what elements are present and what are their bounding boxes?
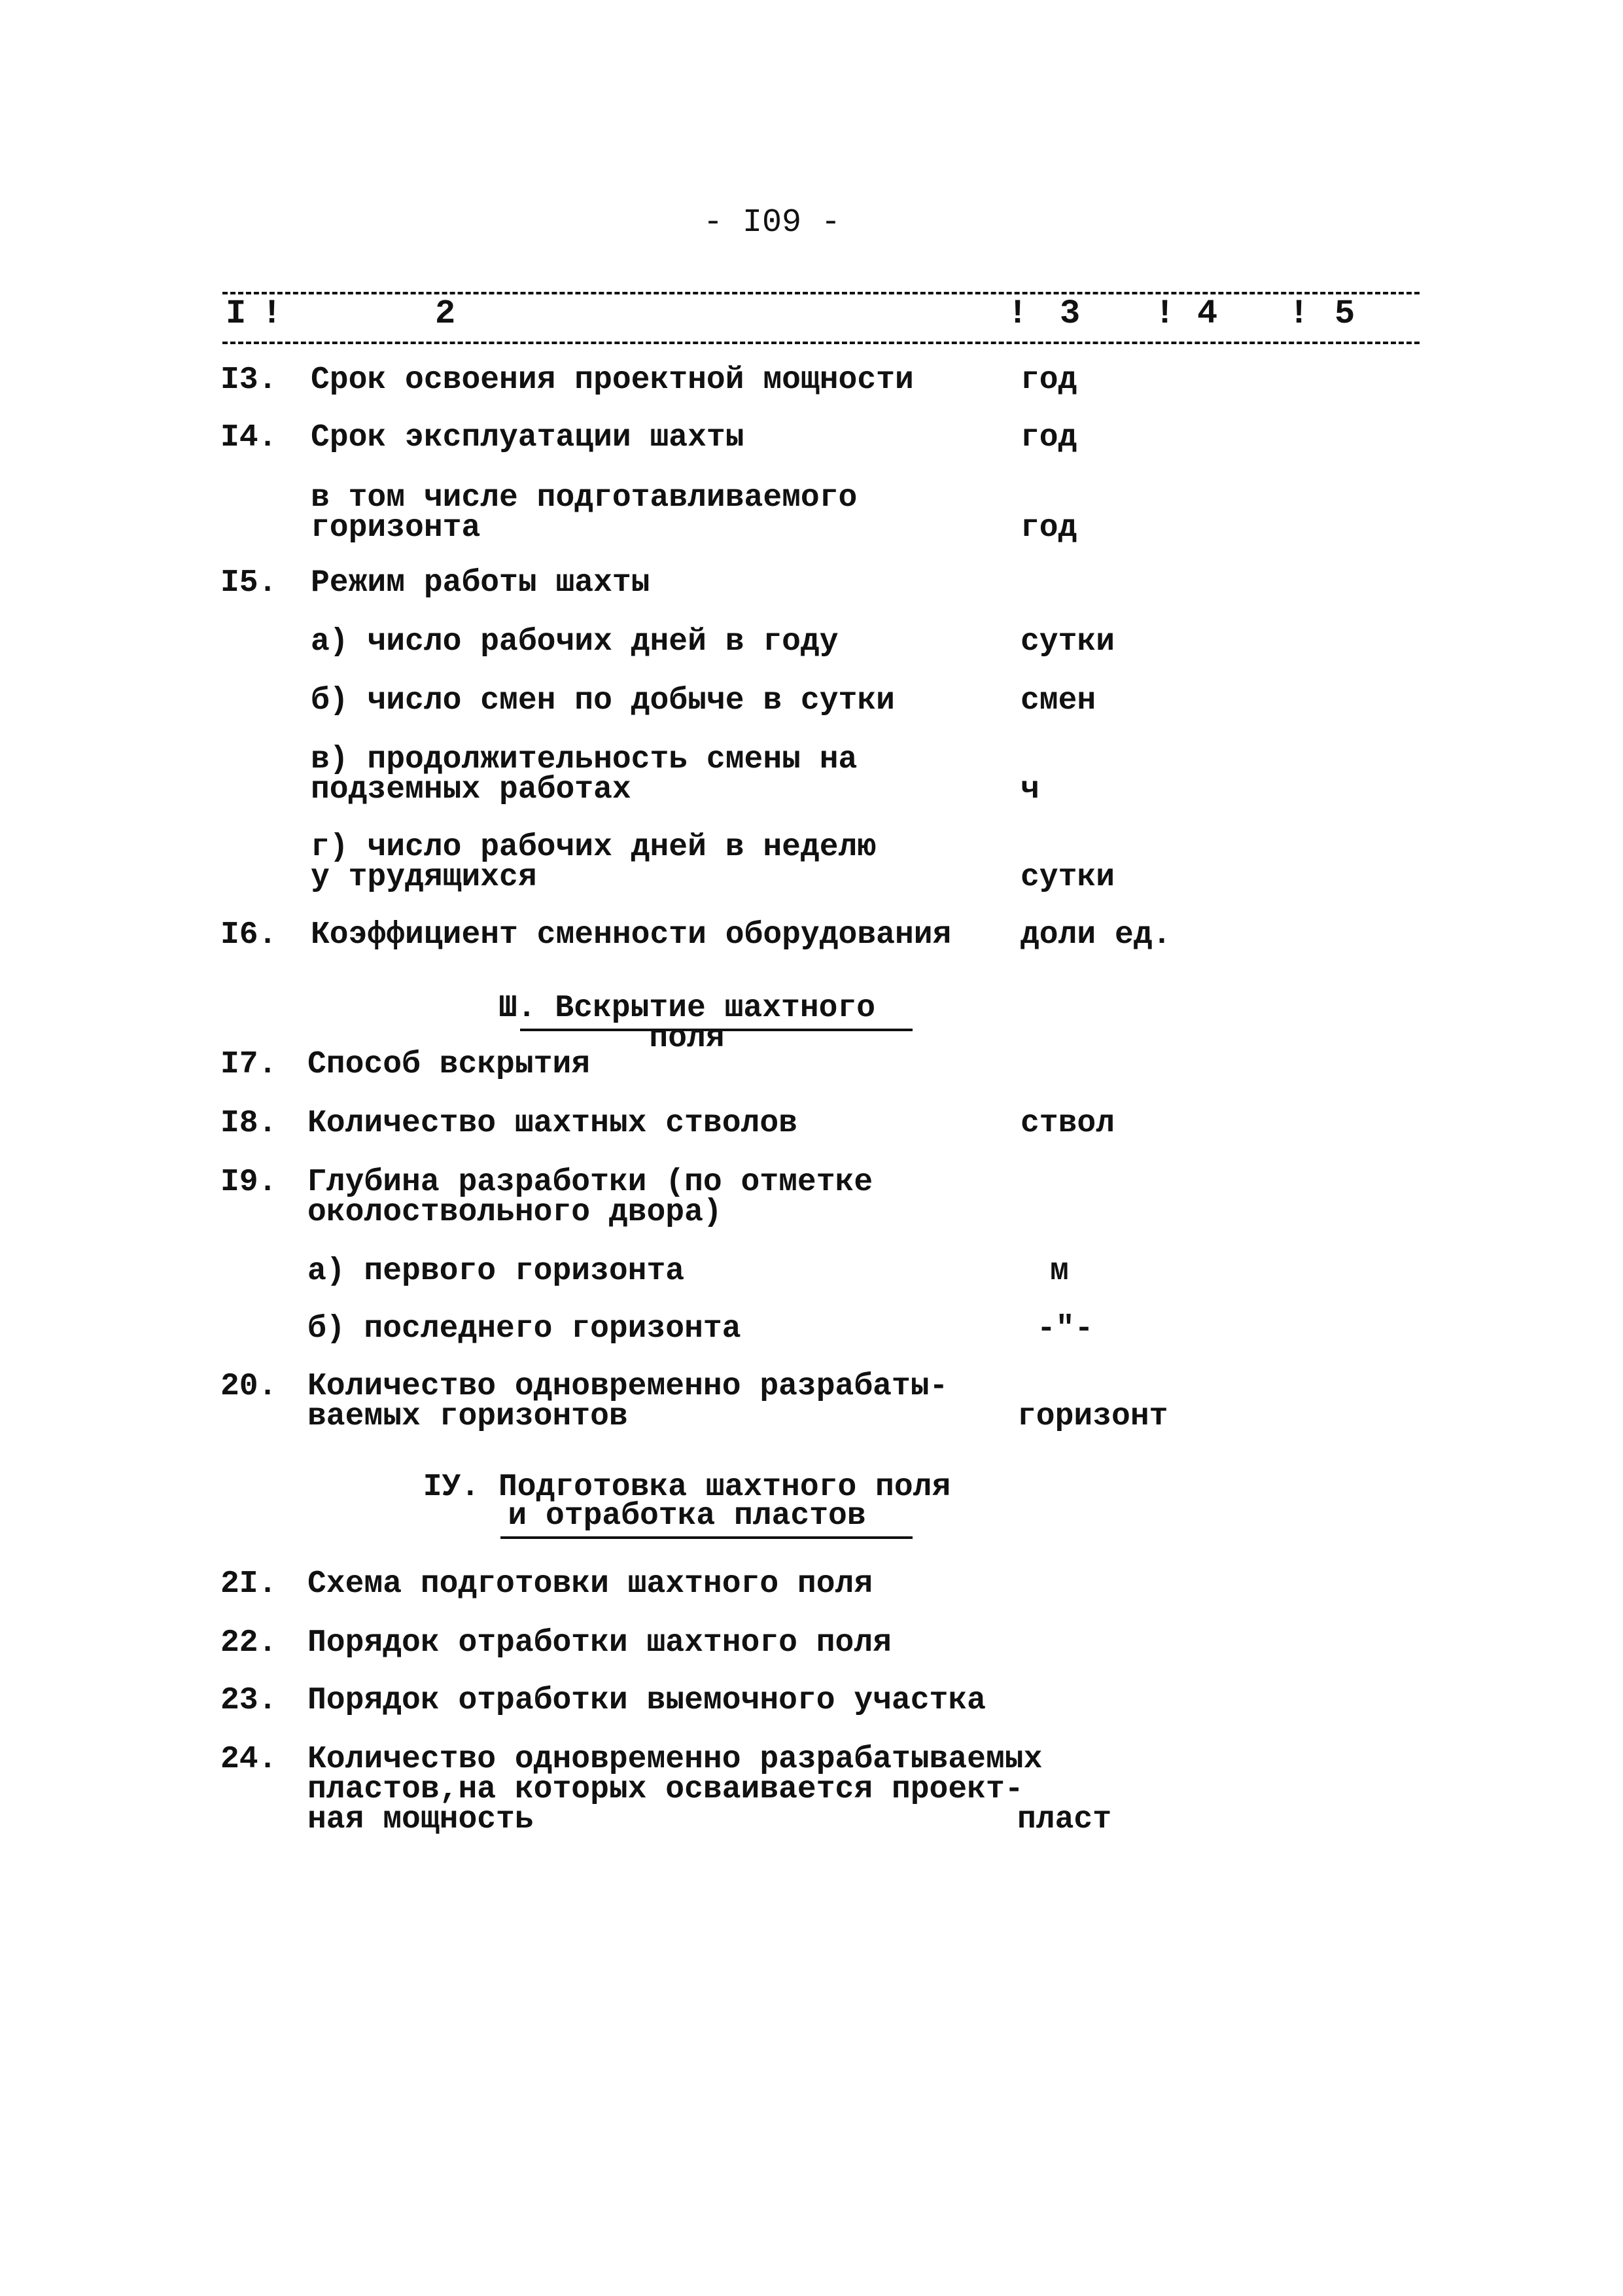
- header-col-4: 4: [1197, 294, 1218, 333]
- item-unit: год: [1021, 362, 1077, 398]
- item-text: Порядок отработки выемочного участка: [307, 1683, 986, 1718]
- item-text: Количество одновременно разрабатываемых пластов,на которых осваивается проект- ная мощность: [307, 1742, 1043, 1837]
- item-text: б) число смен по добыче в сутки: [311, 683, 895, 718]
- header-sep-1: !: [262, 294, 283, 333]
- item-number: 23.: [220, 1683, 277, 1718]
- item-number: I7.: [220, 1047, 277, 1082]
- item-text: Коэффициент сменности оборудования: [311, 917, 952, 953]
- item-unit: сутки: [1021, 860, 1115, 895]
- item-number: I9.: [220, 1165, 277, 1200]
- header-col-2: 2: [435, 294, 456, 333]
- item-text: а) первого горизонта: [307, 1254, 685, 1289]
- item-text: Схема подготовки шахтного поля: [307, 1566, 873, 1602]
- item-text: Режим работы шахты: [311, 565, 650, 601]
- item-unit: горизонт: [1017, 1399, 1168, 1434]
- item-number: 2I.: [220, 1566, 277, 1602]
- item-text: г) число рабочих дней в неделю у трудящихся: [311, 830, 877, 895]
- section-underline: [500, 1536, 913, 1539]
- header-sep-2: !: [1007, 294, 1028, 333]
- page-number: - I09 -: [703, 204, 841, 241]
- item-number: I6.: [220, 917, 277, 953]
- item-text: Количество шахтных стволов: [307, 1106, 797, 1141]
- item-number: I3.: [220, 362, 277, 398]
- item-text: в том числе подготавливаемого горизонта: [311, 480, 858, 546]
- item-text: в) продолжительность смены на подземных работах: [311, 742, 858, 807]
- item-unit: ч: [1021, 772, 1039, 807]
- item-unit: м: [1050, 1254, 1069, 1289]
- header-col-1: I: [226, 294, 247, 333]
- item-unit: год: [1021, 510, 1077, 546]
- item-text: Порядок отработки шахтного поля: [307, 1625, 892, 1661]
- item-text: а) число рабочих дней в году: [311, 624, 839, 660]
- section-heading-line-1: IУ. Подготовка шахтного поля: [423, 1470, 951, 1505]
- section-heading: Ш. Вскрытие шахтного поля: [498, 991, 876, 1056]
- header-sep-4: !: [1289, 294, 1310, 333]
- item-unit: сутки: [1021, 624, 1115, 660]
- item-text: Срок эксплуатации шахты: [311, 420, 744, 455]
- item-text: Количество одновременно разрабаты- ваемых горизонтов: [307, 1369, 949, 1434]
- item-number: I5.: [220, 565, 277, 601]
- item-number: I8.: [220, 1106, 277, 1141]
- header-sep-3: !: [1155, 294, 1176, 333]
- header-bottom-dashes: [222, 342, 1420, 344]
- item-number: 22.: [220, 1625, 277, 1661]
- section-underline: [520, 1029, 913, 1031]
- section-heading-line-2: и отработка пластов: [508, 1498, 866, 1534]
- item-number: 20.: [220, 1369, 277, 1404]
- item-unit: -"-: [1037, 1311, 1094, 1347]
- item-text: б) последнего горизонта: [307, 1311, 741, 1347]
- item-number: I4.: [220, 420, 277, 455]
- item-text: Глубина разработки (по отметке околоствольного двора): [307, 1165, 873, 1230]
- item-unit: смен: [1021, 683, 1096, 718]
- item-unit: ствол: [1021, 1106, 1115, 1141]
- item-number: 24.: [220, 1742, 277, 1777]
- item-unit: доли ед.: [1021, 917, 1172, 953]
- item-unit: пласт: [1017, 1802, 1112, 1837]
- header-col-5: 5: [1335, 294, 1355, 333]
- item-text: Срок освоения проектной мощности: [311, 362, 914, 398]
- item-text: Способ вскрытия: [307, 1047, 591, 1082]
- header-top-dashes: [222, 292, 1420, 294]
- header-col-3: 3: [1060, 294, 1081, 333]
- item-unit: год: [1021, 420, 1077, 455]
